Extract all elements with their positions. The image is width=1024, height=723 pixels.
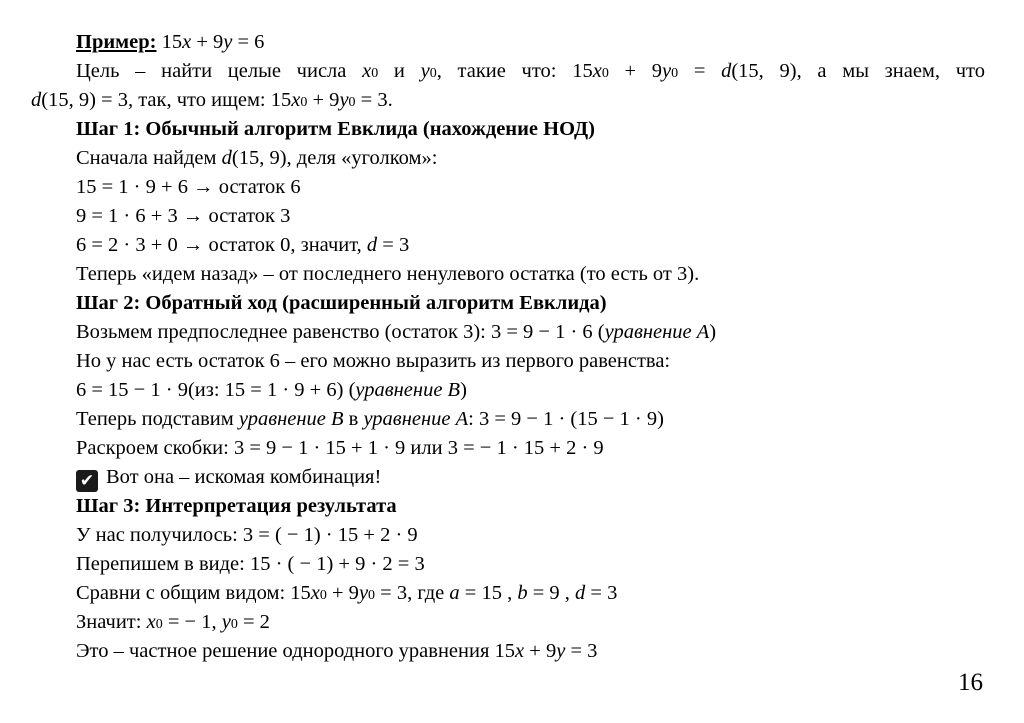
example-line: Пример: 15x + 9y = 6 <box>76 31 265 53</box>
step2-line-5: Раскроем скобки: 3 = 9 − 1 · 15 + 1 · 9 или 3 = − 1 · 15 + 2 · 9 <box>76 437 604 459</box>
step2-result: ✔ Вот она – искомая комбинация! <box>76 463 985 492</box>
step3-heading: Шаг 3: Интерпретация результата <box>76 495 397 517</box>
step1-division-1: 15 = 1 · 9 + 6 → остаток 6 <box>76 176 301 198</box>
step3-line-4: Значит: x0 = − 1, y0 = 2 <box>76 611 270 633</box>
step2-line-2: Но у нас есть остаток 6 – его можно выразить из первого равенства: <box>76 350 671 372</box>
step2-line-1: Возьмем предпоследнее равенство (остаток 3): 3 = 9 − 1 · 6 (уравнение A) <box>76 321 717 343</box>
step3-line-2: Перепишем в виде: 15 · ( − 1) + 9 · 2 = 3 <box>76 553 425 575</box>
step1-go-back: Теперь «идем назад» – от последнего ненулевого остатка (то есть от 3). <box>76 263 700 285</box>
example-label: Пример: <box>76 31 157 53</box>
step3-line-5: Это – частное решение однородного уравнения 15x + 9y = 3 <box>76 640 598 662</box>
document-body <box>31 28 985 666</box>
step1-division-3: 6 = 2 · 3 + 0 → остаток 0, значит, d = 3 <box>76 234 410 256</box>
step2-line-4: Теперь подставим уравнение B в уравнение A: 3 = 9 − 1 · (15 − 1 · 9) <box>76 408 664 430</box>
step3-line-1: У нас получилось: 3 = ( − 1) · 15 + 2 · 9 <box>76 524 418 546</box>
step3-line-3: Сравни с общим видом: 15x0 + 9y0 = 3, где a = 15 , b = 9 , d = 3 <box>76 582 618 604</box>
step2-line-3: 6 = 15 − 1 · 9(из: 15 = 1 · 9 + 6) (уравнение B) <box>76 379 467 401</box>
goal-line: Цель – найти целые числа x0 и y0, такие что: 15x0 + 9y0 = d(15, 9), а мы знаем, что <box>76 60 985 82</box>
step2-heading: Шаг 2: Обратный ход (расширенный алгоритм Евклида) <box>76 292 607 314</box>
goal-line-continued: d(15, 9) = 3, так, что ищем: 15x0 + 9y0 = 3. <box>31 89 393 111</box>
step1-division-2: 9 = 1 · 6 + 3 → остаток 3 <box>76 205 291 227</box>
check-mark-icon: ✔ <box>76 470 98 492</box>
step1-intro: Сначала найдем d(15, 9), деля «уголком»: <box>76 147 438 169</box>
step1-heading: Шаг 1: Обычный алгоритм Евклида (нахождение НОД) <box>76 118 595 140</box>
page-number: 16 <box>958 669 983 696</box>
